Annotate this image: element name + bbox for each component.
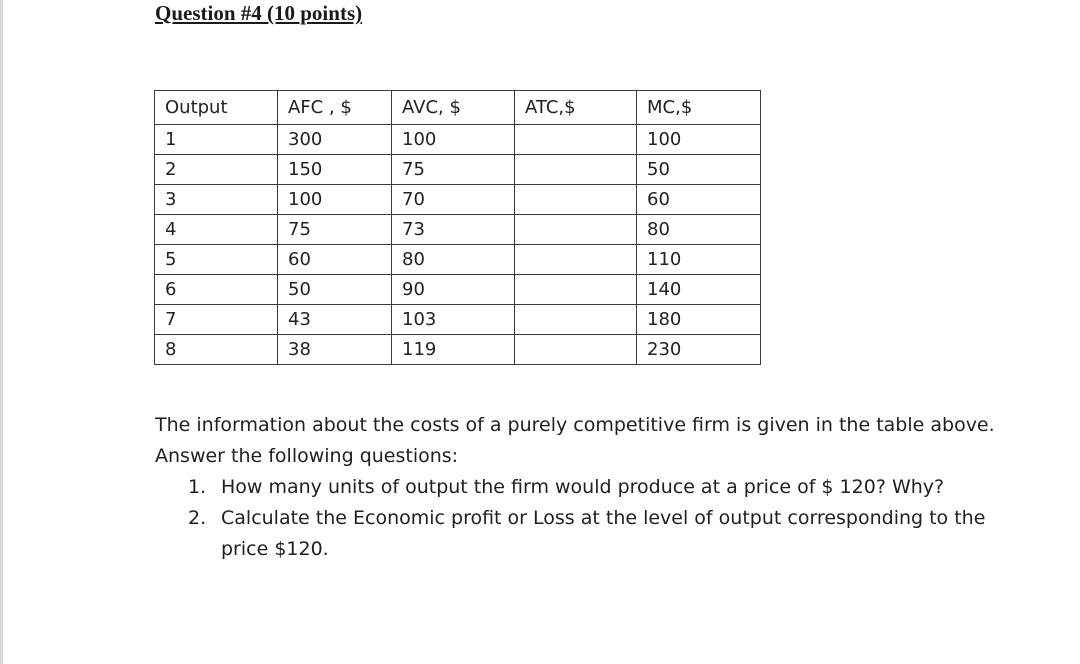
- question-number: 1.: [188, 476, 207, 498]
- cell-atc: [515, 125, 637, 155]
- header-avc: AVC, $: [392, 91, 515, 125]
- table-row: [155, 305, 761, 335]
- cell-mc: 230: [637, 335, 761, 365]
- cell-afc: 100: [278, 185, 392, 215]
- table-row: [155, 245, 761, 275]
- list-item: [155, 503, 1035, 565]
- cell-afc: 43: [278, 305, 392, 335]
- cell-avc: 70: [392, 185, 515, 215]
- cell-avc: 90: [392, 275, 515, 305]
- cell-mc: 180: [637, 305, 761, 335]
- question-number: 2.: [188, 507, 207, 529]
- cell-atc: [515, 335, 637, 365]
- question-text: [155, 410, 1035, 565]
- intro-paragraph: The information about the costs of a purely competitive firm is given in the table above.: [155, 414, 995, 436]
- table-header-row: [155, 91, 761, 125]
- cell-avc: 80: [392, 245, 515, 275]
- header-output: Output: [155, 91, 278, 125]
- cell-output: 5: [155, 245, 278, 275]
- cell-avc: 103: [392, 305, 515, 335]
- cell-atc: [515, 185, 637, 215]
- table-row: [155, 215, 761, 245]
- header-mc: MC,$: [637, 91, 761, 125]
- cell-mc: 140: [637, 275, 761, 305]
- cell-afc: 38: [278, 335, 392, 365]
- cell-afc: 300: [278, 125, 392, 155]
- cell-avc: 100: [392, 125, 515, 155]
- header-atc: ATC,$: [515, 91, 637, 125]
- cell-output: 3: [155, 185, 278, 215]
- cell-mc: 110: [637, 245, 761, 275]
- cost-table: [154, 90, 761, 365]
- cell-output: 8: [155, 335, 278, 365]
- table-row: [155, 275, 761, 305]
- cell-output: 1: [155, 125, 278, 155]
- table-row: [155, 335, 761, 365]
- cell-afc: 60: [278, 245, 392, 275]
- cell-output: 6: [155, 275, 278, 305]
- cell-afc: 50: [278, 275, 392, 305]
- cell-output: 2: [155, 155, 278, 185]
- instruction-line: Answer the following questions:: [155, 445, 459, 467]
- cell-mc: 100: [637, 125, 761, 155]
- cell-atc: [515, 155, 637, 185]
- table-row: [155, 155, 761, 185]
- page-edge-rule: [0, 0, 3, 664]
- cell-afc: 75: [278, 215, 392, 245]
- cell-atc: [515, 245, 637, 275]
- list-item: [155, 472, 1035, 503]
- cell-mc: 60: [637, 185, 761, 215]
- question-body: Calculate the Economic profit or Loss at the level of output corresponding to the price $120.: [221, 507, 986, 560]
- table-row: [155, 125, 761, 155]
- question-heading: Question #4 (10 points): [155, 1, 363, 25]
- cell-output: 4: [155, 215, 278, 245]
- cell-afc: 150: [278, 155, 392, 185]
- cell-output: 7: [155, 305, 278, 335]
- cell-atc: [515, 215, 637, 245]
- question-list: [155, 472, 1035, 565]
- cell-mc: 80: [637, 215, 761, 245]
- cell-atc: [515, 305, 637, 335]
- cell-avc: 75: [392, 155, 515, 185]
- header-afc: AFC , $: [278, 91, 392, 125]
- cell-avc: 119: [392, 335, 515, 365]
- question-body: How many units of output the firm would produce at a price of $ 120? Why?: [221, 476, 945, 498]
- cell-atc: [515, 275, 637, 305]
- cell-avc: 73: [392, 215, 515, 245]
- table-row: [155, 185, 761, 215]
- cell-mc: 50: [637, 155, 761, 185]
